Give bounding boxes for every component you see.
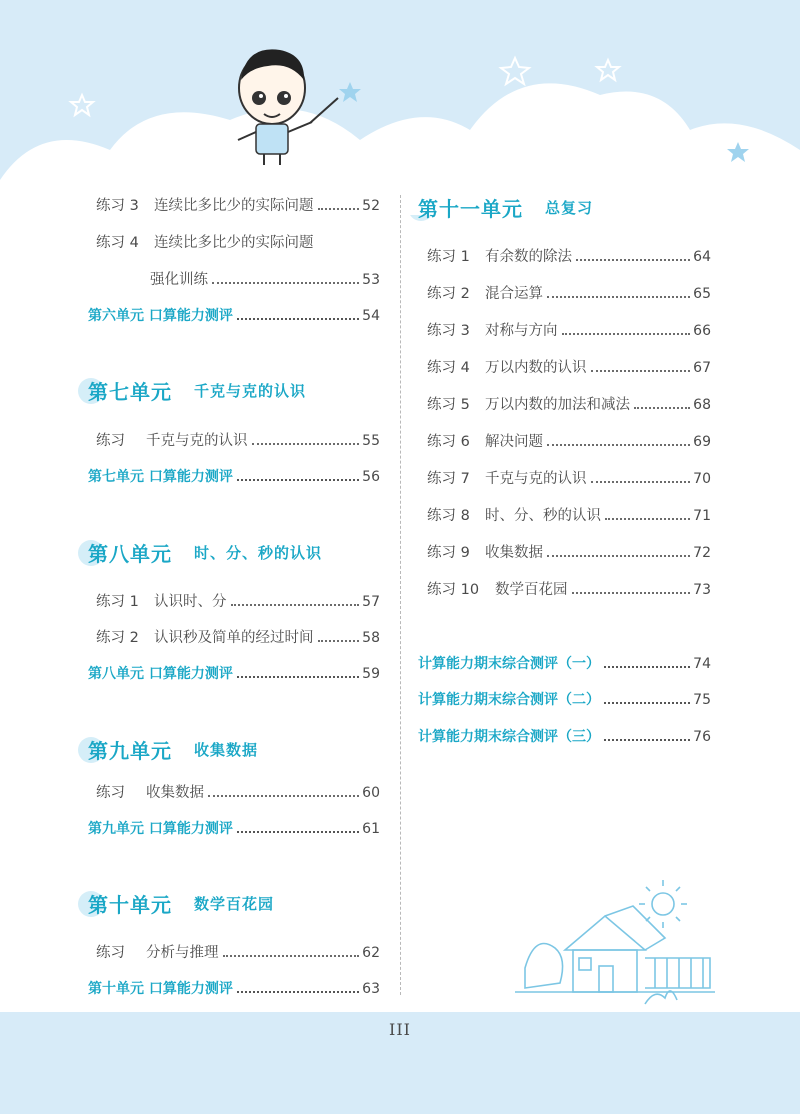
entry-page: 65 — [693, 286, 711, 302]
entry-label: 练习 3 — [96, 198, 139, 214]
toc-entry[interactable] — [427, 467, 711, 488]
entry-title: 认识秒及简单的经过时间 — [154, 630, 314, 646]
entry-page: 66 — [693, 323, 711, 339]
unit-test-entry[interactable] — [88, 466, 380, 486]
dot-leader — [591, 480, 691, 483]
entry-title: 千克与克的认识 — [146, 433, 248, 449]
toc-entry[interactable] — [96, 626, 380, 647]
entry-label: 练习 1 — [427, 249, 470, 265]
entry-title: 分析与推理 — [146, 945, 219, 961]
entry-page: 52 — [362, 198, 380, 214]
dot-leader — [237, 830, 359, 833]
toc-entry[interactable] — [427, 245, 711, 266]
dot-leader — [237, 675, 359, 678]
entry-label: 练习 6 — [427, 434, 470, 450]
entry-title: 收集数据 — [146, 785, 204, 801]
entry-title: 混合运算 — [485, 286, 543, 302]
entry-title: 计算能力期末综合测评（二） — [418, 692, 600, 708]
entry-page: 70 — [693, 471, 711, 487]
star-icon — [597, 60, 619, 80]
entry-label: 练习 9 — [427, 545, 470, 561]
entry-title: 解决问题 — [485, 434, 543, 450]
entry-page: 56 — [362, 469, 380, 485]
entry-title: 第九单元 口算能力测评 — [88, 821, 233, 837]
entry-label: 练习 1 — [96, 594, 139, 610]
entry-page: 59 — [362, 666, 380, 682]
dot-leader — [604, 738, 690, 741]
unit-subtitle: 总复习 — [545, 199, 594, 217]
entry-title: 认识时、分 — [154, 594, 227, 610]
dot-leader — [318, 207, 360, 210]
entry-label: 练习 10 — [427, 582, 480, 598]
entry-title: 连续比多比少的实际问题 — [154, 235, 314, 251]
toc-entry[interactable] — [427, 319, 711, 340]
entry-page: 75 — [693, 692, 711, 708]
dot-leader — [572, 591, 691, 594]
dot-leader — [604, 701, 690, 704]
entry-title: 万以内数的加法和减法 — [485, 397, 630, 413]
entry-label: 练习 — [96, 433, 125, 449]
dot-leader — [237, 317, 359, 320]
entry-title: 第八单元 口算能力测评 — [88, 666, 233, 682]
entry-label: 练习 — [96, 785, 125, 801]
entry-label: 练习 4 — [96, 235, 139, 251]
entry-page: 63 — [362, 981, 380, 997]
entry-label: 练习 3 — [427, 323, 470, 339]
entry-page: 62 — [362, 945, 380, 961]
unit-heading — [88, 538, 322, 567]
dot-leader — [252, 442, 360, 445]
entry-title: 万以内数的认识 — [485, 360, 587, 376]
unit-title: 第七单元 — [88, 380, 172, 404]
toc-entry[interactable] — [96, 781, 380, 802]
entry-page: 69 — [693, 434, 711, 450]
entry-page: 72 — [693, 545, 711, 561]
entry-label: 练习 — [96, 945, 125, 961]
dot-leader — [591, 369, 691, 372]
toc-entry[interactable] — [96, 590, 380, 611]
entry-page: 57 — [362, 594, 380, 610]
entry-label: 练习 8 — [427, 508, 470, 524]
page-number: III — [389, 1020, 411, 1039]
unit-title: 第八单元 — [88, 542, 172, 566]
unit-subtitle: 数学百花园 — [194, 895, 275, 913]
unit-heading — [88, 735, 258, 764]
toc-entry[interactable] — [96, 941, 380, 962]
unit-title: 第十单元 — [88, 893, 172, 917]
dot-leader — [547, 554, 690, 557]
dot-leader — [604, 665, 690, 668]
toc-entry[interactable] — [96, 194, 380, 215]
entry-title: 计算能力期末综合测评（一） — [418, 656, 600, 672]
entry-page: 73 — [693, 582, 711, 598]
star-icon — [71, 95, 93, 115]
unit-title: 第九单元 — [88, 739, 172, 763]
entry-label: 练习 5 — [427, 397, 470, 413]
entry-label: 练习 2 — [96, 630, 139, 646]
entry-page: 67 — [693, 360, 711, 376]
dot-leader — [223, 954, 360, 957]
entry-page: 61 — [362, 821, 380, 837]
toc-entry[interactable] — [96, 231, 380, 252]
entry-page: 74 — [693, 656, 711, 672]
final-test-entry[interactable] — [418, 726, 711, 746]
entry-page: 76 — [693, 729, 711, 745]
cloud-decoration — [0, 0, 800, 215]
entry-title: 收集数据 — [485, 545, 543, 561]
toc-entry[interactable] — [427, 393, 711, 414]
entry-title: 计算能力期末综合测评（三） — [418, 729, 600, 745]
house-illustration — [505, 878, 720, 1008]
unit-heading — [418, 193, 593, 222]
entry-page: 53 — [362, 272, 380, 288]
unit-title: 第十一单元 — [418, 197, 523, 221]
entry-title: 第七单元 口算能力测评 — [88, 469, 233, 485]
entry-page: 60 — [362, 785, 380, 801]
dot-leader — [237, 478, 359, 481]
entry-title: 第十单元 口算能力测评 — [88, 981, 233, 997]
dot-leader — [208, 794, 359, 797]
dot-leader — [547, 443, 690, 446]
entry-page: 64 — [693, 249, 711, 265]
entry-title: 数学百花园 — [495, 582, 568, 598]
star-icon — [339, 82, 361, 102]
dot-leader — [237, 990, 359, 993]
toc-entry[interactable] — [427, 504, 711, 525]
entry-label: 练习 2 — [427, 286, 470, 302]
dot-leader — [547, 295, 690, 298]
dot-leader — [576, 258, 690, 261]
entry-page: 55 — [362, 433, 380, 449]
unit-heading — [88, 889, 274, 918]
dot-leader — [212, 281, 359, 284]
sun-icon — [639, 880, 687, 928]
entry-label: 练习 4 — [427, 360, 470, 376]
entry-title: 连续比多比少的实际问题 — [154, 198, 314, 214]
toc-entry-continued[interactable] — [150, 268, 380, 289]
entry-page: 54 — [362, 308, 380, 324]
toc-entry[interactable] — [427, 282, 711, 303]
entry-page: 58 — [362, 630, 380, 646]
final-test-entry[interactable] — [418, 689, 711, 709]
unit-heading — [88, 376, 306, 405]
star-icon — [501, 58, 529, 84]
entry-page: 71 — [693, 508, 711, 524]
unit-test-entry[interactable] — [88, 978, 380, 998]
unit-test-entry[interactable] — [88, 663, 380, 683]
unit-subtitle: 千克与克的认识 — [194, 382, 307, 400]
unit-test-entry[interactable] — [88, 305, 380, 325]
toc-entry[interactable] — [427, 541, 711, 562]
entry-label: 练习 7 — [427, 471, 470, 487]
dot-leader — [231, 603, 360, 606]
entry-page: 68 — [693, 397, 711, 413]
entry-title: 对称与方向 — [485, 323, 558, 339]
unit-subtitle: 时、分、秒的认识 — [194, 544, 323, 562]
toc-entry[interactable] — [96, 429, 380, 450]
dot-leader — [605, 517, 690, 520]
unit-test-entry[interactable] — [88, 818, 380, 838]
entry-title: 第六单元 口算能力测评 — [88, 308, 233, 324]
toc-entry[interactable] — [427, 430, 711, 451]
final-test-entry[interactable] — [418, 653, 711, 673]
dot-leader — [562, 332, 691, 335]
column-divider — [400, 195, 401, 995]
entry-title: 千克与克的认识 — [485, 471, 587, 487]
toc-entry[interactable] — [427, 578, 711, 599]
dot-leader — [634, 406, 690, 409]
dot-leader — [318, 639, 360, 642]
entry-title: 时、分、秒的认识 — [485, 508, 601, 524]
unit-subtitle: 收集数据 — [194, 741, 259, 759]
entry-title: 强化训练 — [150, 272, 208, 288]
entry-title: 有余数的除法 — [485, 249, 572, 265]
toc-entry[interactable] — [427, 356, 711, 377]
